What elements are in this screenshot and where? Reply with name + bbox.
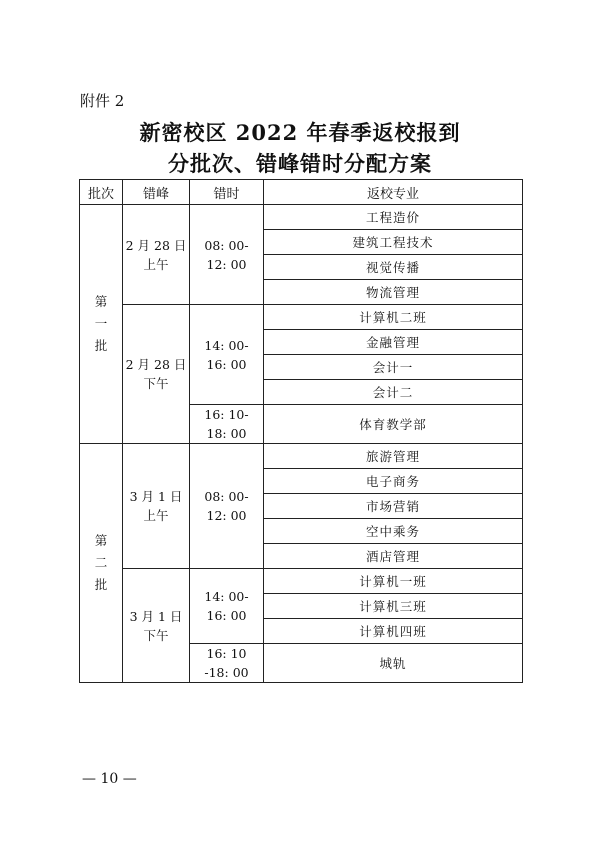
- schedule-table: [79, 179, 523, 683]
- header-peak: 错峰: [123, 180, 190, 205]
- time-cell: 14: 00- 16: 00: [190, 569, 264, 644]
- time-cell: 08: 00- 12: 00: [190, 444, 264, 569]
- major-cell: 市场营销: [264, 494, 523, 519]
- major-cell: 旅游管理: [264, 444, 523, 469]
- major-cell: 电子商务: [264, 469, 523, 494]
- peak-cell: 3 月 1 日 下午: [123, 569, 190, 683]
- major-cell: 酒店管理: [264, 544, 523, 569]
- annex-label: 附件 2: [80, 92, 125, 110]
- peak-cell: 2 月 28 日 下午: [123, 305, 190, 444]
- major-cell: 计算机二班: [264, 305, 523, 330]
- major-cell: 会计一: [264, 355, 523, 380]
- time-cell: 14: 00- 16: 00: [190, 305, 264, 405]
- peak-cell: 3 月 1 日 上午: [123, 444, 190, 569]
- table-row: [80, 205, 523, 230]
- major-cell: 工程造价: [264, 205, 523, 230]
- batch-cell-2: 第 二 批: [80, 444, 123, 683]
- table-row: [80, 444, 523, 469]
- page-number: — 10 —: [82, 771, 137, 787]
- time-cell: 16: 10- 18: 00: [190, 405, 264, 444]
- major-cell: 视觉传播: [264, 255, 523, 280]
- header-time: 错时: [190, 180, 264, 205]
- table-header-row: [80, 180, 523, 205]
- document-title-line1: 新密校区 2022 年春季返校报到: [139, 120, 461, 145]
- major-cell: 空中乘务: [264, 519, 523, 544]
- major-cell: 会计二: [264, 380, 523, 405]
- major-cell: 计算机一班: [264, 569, 523, 594]
- major-cell: 城轨: [264, 644, 523, 683]
- table-row: [80, 569, 523, 594]
- header-major: 返校专业: [264, 180, 523, 205]
- major-cell: 计算机四班: [264, 619, 523, 644]
- major-cell: 金融管理: [264, 330, 523, 355]
- time-cell: 08: 00- 12: 00: [190, 205, 264, 305]
- major-cell: 建筑工程技术: [264, 230, 523, 255]
- document-title-line2: 分批次、错峰错时分配方案: [168, 151, 432, 176]
- batch-cell-1: 第 一 批: [80, 205, 123, 444]
- header-batch: 批次: [80, 180, 123, 205]
- time-cell: 16: 10 -18: 00: [190, 644, 264, 683]
- table-row: [80, 305, 523, 330]
- major-cell: 体育教学部: [264, 405, 523, 444]
- major-cell: 物流管理: [264, 280, 523, 305]
- major-cell: 计算机三班: [264, 594, 523, 619]
- peak-cell: 2 月 28 日 上午: [123, 205, 190, 305]
